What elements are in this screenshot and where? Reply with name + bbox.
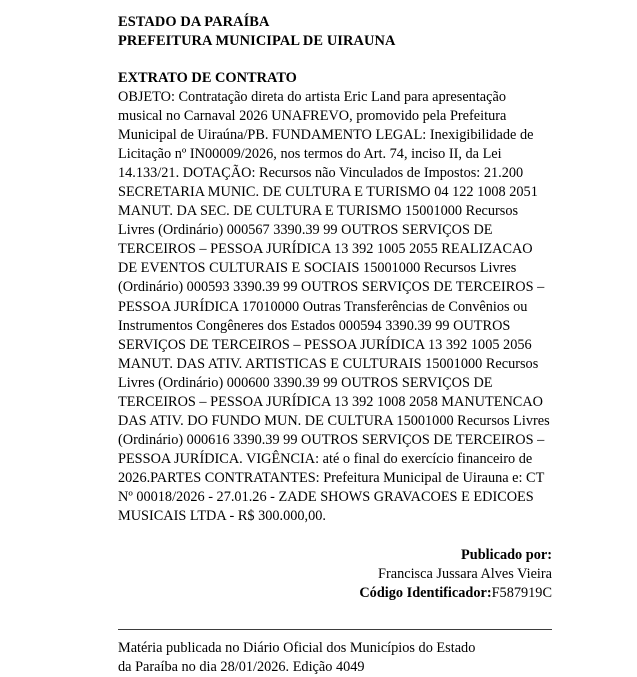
footer-note-line-2: da Paraíba no dia 28/01/2026. Edição 4049 xyxy=(118,659,365,676)
publisher-name: Francisca Jussara Alves Vieira xyxy=(378,566,552,583)
section-heading-extrato-de-contrato: EXTRATO DE CONTRATO xyxy=(118,70,297,86)
publication-footer-note xyxy=(118,639,552,677)
footer-divider xyxy=(118,629,552,630)
contract-body-text xyxy=(118,88,552,526)
organization-header xyxy=(118,13,552,51)
identifier-code-value: F587919C xyxy=(491,585,552,602)
publisher-block xyxy=(118,546,552,603)
footer-note-line-1: Matéria publicada no Diário Oficial dos Municípios do Estado xyxy=(118,640,476,657)
municipality-name-line: PREFEITURA MUNICIPAL DE UIRAUNA xyxy=(118,33,396,49)
contract-paragraph: OBJETO: Contratação direta do artista Eric Land para apresentação musical no Carnaval 2026 UNAFREVO, promovido pela Prefeitura Municipal de Uiraúna/PB. FUNDAMENTO LEGAL: Inexigibilidade de Licitação nº IN00009/2026, nos termos do Art. 74, inciso II, da Lei 14.133/21. DOTAÇÃO: Recursos não Vinculados de Impostos: 21.200 SECRETARIA MUNIC. DE CULTURA E TURISMO 04 122 1008 2051 MANUT. DA SEC. DE CULTURA E TURISMO 15001000 Recursos Livres (Ordinário) 000567 3390.39 99 OUTROS SERVIÇOS DE TERCEIROS – PESSOA JURÍDICA 13 392 1005 2055 REALIZACAO DE EVENTOS CULTURAIS E SOCIAIS 15001000 Recursos Livres (Ordinário) 000593 3390.39 99 OUTROS SERVIÇOS DE TERCEIROS – PESSOA JURÍDICA 17010000 Outras Transferências de Convênios ou Instrumentos Congêneres dos Estados 000594 3390.39 99 OUTROS SERVIÇOS DE TERCEIROS – PESSOA JURÍDICA 13 392 1005 2056 MANUT. DAS ATIV. ARTISTICAS E CULTURAIS 15001000 Recursos Livres (Ordinário) 000600 3390.39 99 OUTROS SERVIÇOS DE TERCEIROS – PESSOA JURÍDICA 13 392 1008 2058 MANUTENCAO DAS ATIV. DO FUNDO MUN. DE CULTURA 15001000 Recursos Livres (Ordinário) 000616 3390.39 99 OUTROS SERVIÇOS DE TERCEIROS – PESSOA JURÍDICA. VIGÊNCIA: até o final do exercício financeiro de 2026.PARTES CONTRATANTES: Prefeitura Municipal de Uirauna e: CT Nº 00018/2026 - 27.01.26 - ZADE SHOWS GRAVACOES E EDICOES MUSICAIS LTDA - R$ 300.000,00. xyxy=(118,89,550,525)
state-name-line: ESTADO DA PARAÍBA xyxy=(118,14,270,30)
identifier-code-label: Código Identificador: xyxy=(359,585,492,602)
published-by-label: Publicado por: xyxy=(461,547,552,564)
document-page xyxy=(118,0,552,677)
identifier-code-line xyxy=(118,584,552,603)
